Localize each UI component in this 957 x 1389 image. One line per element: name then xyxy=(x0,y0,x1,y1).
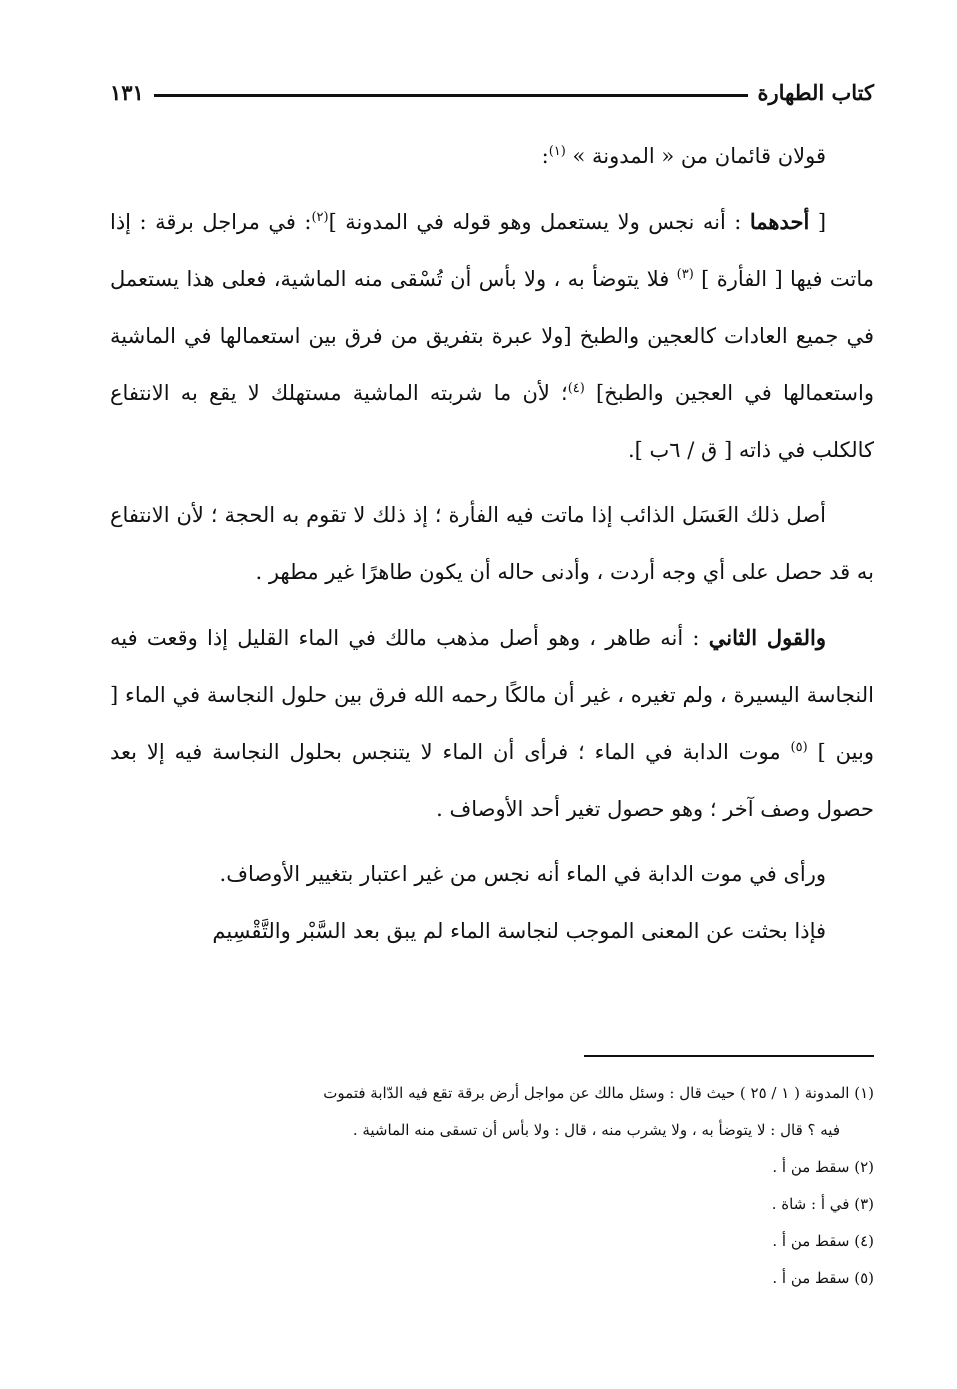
paragraph-text: قولان قائمان من « المدونة » xyxy=(565,144,826,168)
paragraph-text: ؛ لأن ما شربته الماشية مستهلك لا يقع به الانتفاع كالكلب في ذاته [ ق / ٦ب ]. xyxy=(110,381,874,462)
paragraph-text: فلا يتوضأ به ، ولا بأس أن تُسْقى منه الماشية، فعلى هذا يستعمل في جميع العادات كالعجين والطبخ [ولا عبرة بتفريق من فرق بين استعمالها في الماشية واستعمالها في العجين والطبخ] xyxy=(110,267,874,405)
paragraph: فإذا بحثت عن المعنى الموجب لنجاسة الماء لم يبق بعد السَّبْر والتَّقْسِيم xyxy=(212,919,826,943)
footnote-ref: (١) xyxy=(548,144,566,159)
footnote-ref: (٢) xyxy=(311,210,329,225)
footnote: (٣) في أ : شاة . xyxy=(771,1195,874,1213)
chapter-title: كتاب الطهارة xyxy=(757,79,874,105)
footnote: (١) المدونة ( ١ / ٢٥ ) حيث قال : وسئل مالك عن مواجل أرض برقة تقع فيه الدّابة فتموت xyxy=(323,1084,874,1102)
paragraph-text: [ xyxy=(809,210,827,234)
footnote-ref: (٣) xyxy=(676,267,694,282)
page-number: ١٣١ xyxy=(110,79,144,105)
paragraph xyxy=(110,193,874,479)
footnote-separator xyxy=(584,1055,874,1057)
paragraph: ورأى في موت الدابة في الماء أنه نجس من غير اعتبار بتغيير الأوصاف. xyxy=(219,862,826,886)
footnote: (٥) سقط من أ . xyxy=(772,1269,874,1287)
bold-term: أحدهما xyxy=(749,209,810,234)
paragraph-text: : أنه نجس ولا يستعمل وهو قوله في المدونة ] xyxy=(328,210,750,234)
footnote: (٤) سقط من أ . xyxy=(772,1232,874,1250)
header-rule xyxy=(154,94,748,97)
paragraph-text: موت الدابة في الماء ؛ فرأى أن الماء لا يتنجس بحلول النجاسة فيه إلا بعد حصول وصف آخر ؛ وهو حصول تغير أحد الأوصاف . xyxy=(110,740,874,821)
paragraph-text: : في مراجل برقة : إذا ماتت فيها [ الفأرة ] xyxy=(110,210,874,291)
footnote-ref: (٥) xyxy=(790,740,808,755)
footnote-continuation: فيه ؟ قال : لا يتوضأ به ، ولا يشرب منه ، قال : ولا بأس أن تسقى منه الماشية . xyxy=(352,1121,840,1139)
footnotes xyxy=(110,1075,874,1297)
paragraph-text: : أنه طاهر ، وهو أصل مذهب مالك في الماء القليل إذا وقعت فيه النجاسة اليسيرة ، ولم تغيره ، غير أن مالكًا رحمه الله فرق بين حلول النجاسة في الماء [ وبين ] xyxy=(110,626,874,764)
running-header xyxy=(110,72,874,112)
paragraph: أصل ذلك العَسَل الذائب إذا ماتت فيه الفأرة ؛ إذ ذلك لا تقوم به الحجة ؛ لأن الانتفاع به قد حصل على أي وجه أردت ، وأدنى حاله أن يكون طاهرًا غير مطهر . xyxy=(110,503,874,584)
footnote-ref: (٤) xyxy=(567,381,585,396)
paragraph xyxy=(110,128,874,185)
paragraph xyxy=(110,609,874,838)
bold-term: والقول الثاني xyxy=(708,625,827,650)
paragraph-text: : xyxy=(541,144,549,168)
main-text xyxy=(110,128,874,960)
footnote: (٢) سقط من أ . xyxy=(772,1158,874,1176)
